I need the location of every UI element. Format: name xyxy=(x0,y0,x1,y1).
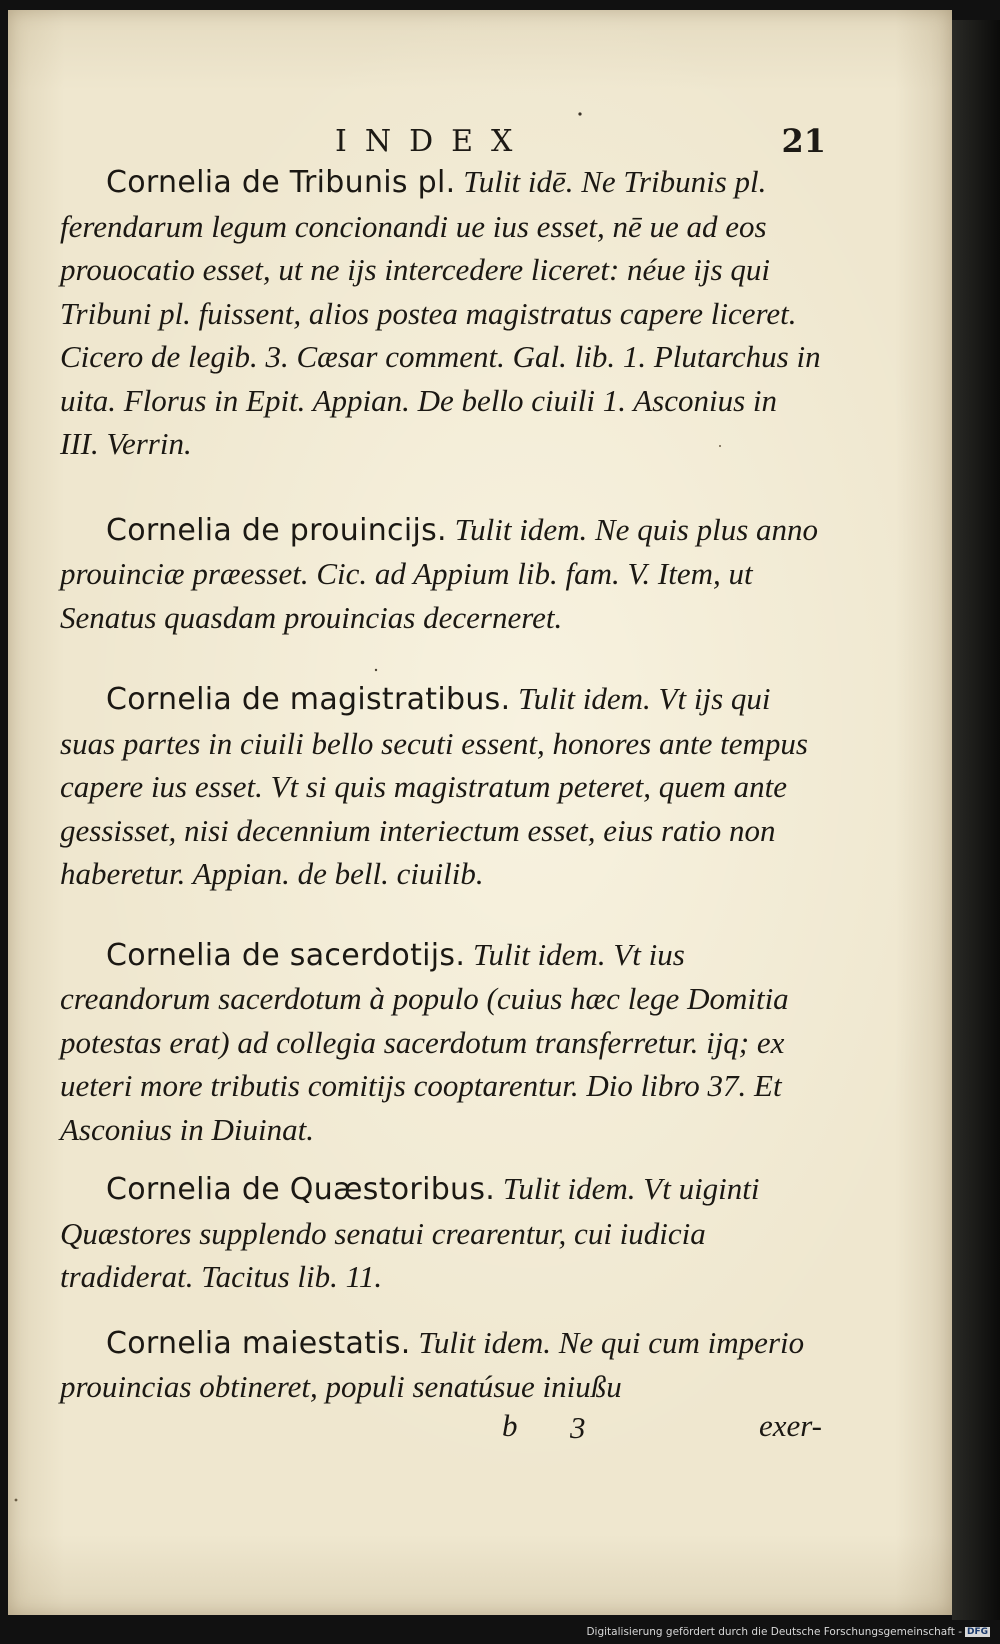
signature-line xyxy=(60,1408,822,1448)
index-entry xyxy=(60,1167,822,1299)
index-entry xyxy=(60,933,822,1152)
dfg-logo: DFG xyxy=(966,1627,988,1637)
credit-text: Digitalisierung gefördert durch die Deutsche Forschungsgemeinschaft - xyxy=(586,1626,962,1638)
entry-text: Tulit idē. Ne Tribunis pl. ferendarum legum concionandi ue ius esset, nē ue ad eos prouocatio esset, ut ne ijs intercedere liceret: néue ijs qui Tribuni pl. fuissent, alios postea magistratus capere liceret. Cicero de legib. 3. Cæsar comment. Gal. lib. 1. Plutarchus in uita. Florus in Epit. Appian. De bello ciuili 1. Asconius in III. Verrin. xyxy=(60,164,821,461)
entry-lemma: Cornelia maiestatis. xyxy=(106,1325,411,1361)
entry-text: Tulit idem. Ne quis plus anno prouinciæ præesset. Cic. ad Appium lib. fam. V. Item, ut Senatus quasdam prouincias decerneret. xyxy=(60,511,819,635)
digitization-credit xyxy=(560,1626,990,1640)
book-edge xyxy=(952,20,1000,1620)
entry-text: Tulit idem. Ne qui cum imperio prouincias obtineret, populi senatúsue iniußu xyxy=(60,1324,805,1404)
entry-text: Tulit idem. Vt ius creandorum sacerdotum à populo (cuius hæc lege Domitia potestas erat) ad collegia sacerdotum transferretur. ijq; ex ueteri more tributis comitijs cooptarentur. Dio libro 37. Et Asconius in Diuinat. xyxy=(60,936,789,1147)
index-entry xyxy=(60,160,822,466)
entry-lemma: Cornelia de Quæstoribus. xyxy=(106,1172,496,1207)
index-entry xyxy=(60,508,822,640)
entry-lemma: Cornelia de magistratibus. xyxy=(106,682,511,717)
entry-text: Tulit idem. Vt ijs qui suas partes in ciuili bello secuti essent, honores ante tempus capere ius esset. Vt si quis magistratum peteret, quem ante gessisset, nisi decennium interiectum esset, eius ratio non haberetur. Appian. de bell. ciuilib. xyxy=(60,681,808,891)
signature-number: 3 xyxy=(570,1410,586,1445)
running-head xyxy=(60,122,826,164)
index-entry xyxy=(60,677,822,896)
page-number: 21 xyxy=(781,122,826,160)
entry-lemma: Cornelia de sacerdotijs. xyxy=(106,937,466,973)
entry-text: Tulit idem. Vt uiginti Quæstores supplendo senatui crearentur, cui iudicia tradiderat. Tacitus lib. 11. xyxy=(60,1171,760,1294)
index-text xyxy=(60,160,822,1409)
entry-lemma: Cornelia de Tribunis pl. xyxy=(106,165,456,200)
signature-mark: b xyxy=(502,1408,518,1443)
catchword: exer- xyxy=(758,1408,822,1443)
index-entry xyxy=(60,1321,822,1409)
running-head-title: INDEX xyxy=(335,124,531,159)
entry-lemma: Cornelia de prouincijs. xyxy=(106,512,447,548)
